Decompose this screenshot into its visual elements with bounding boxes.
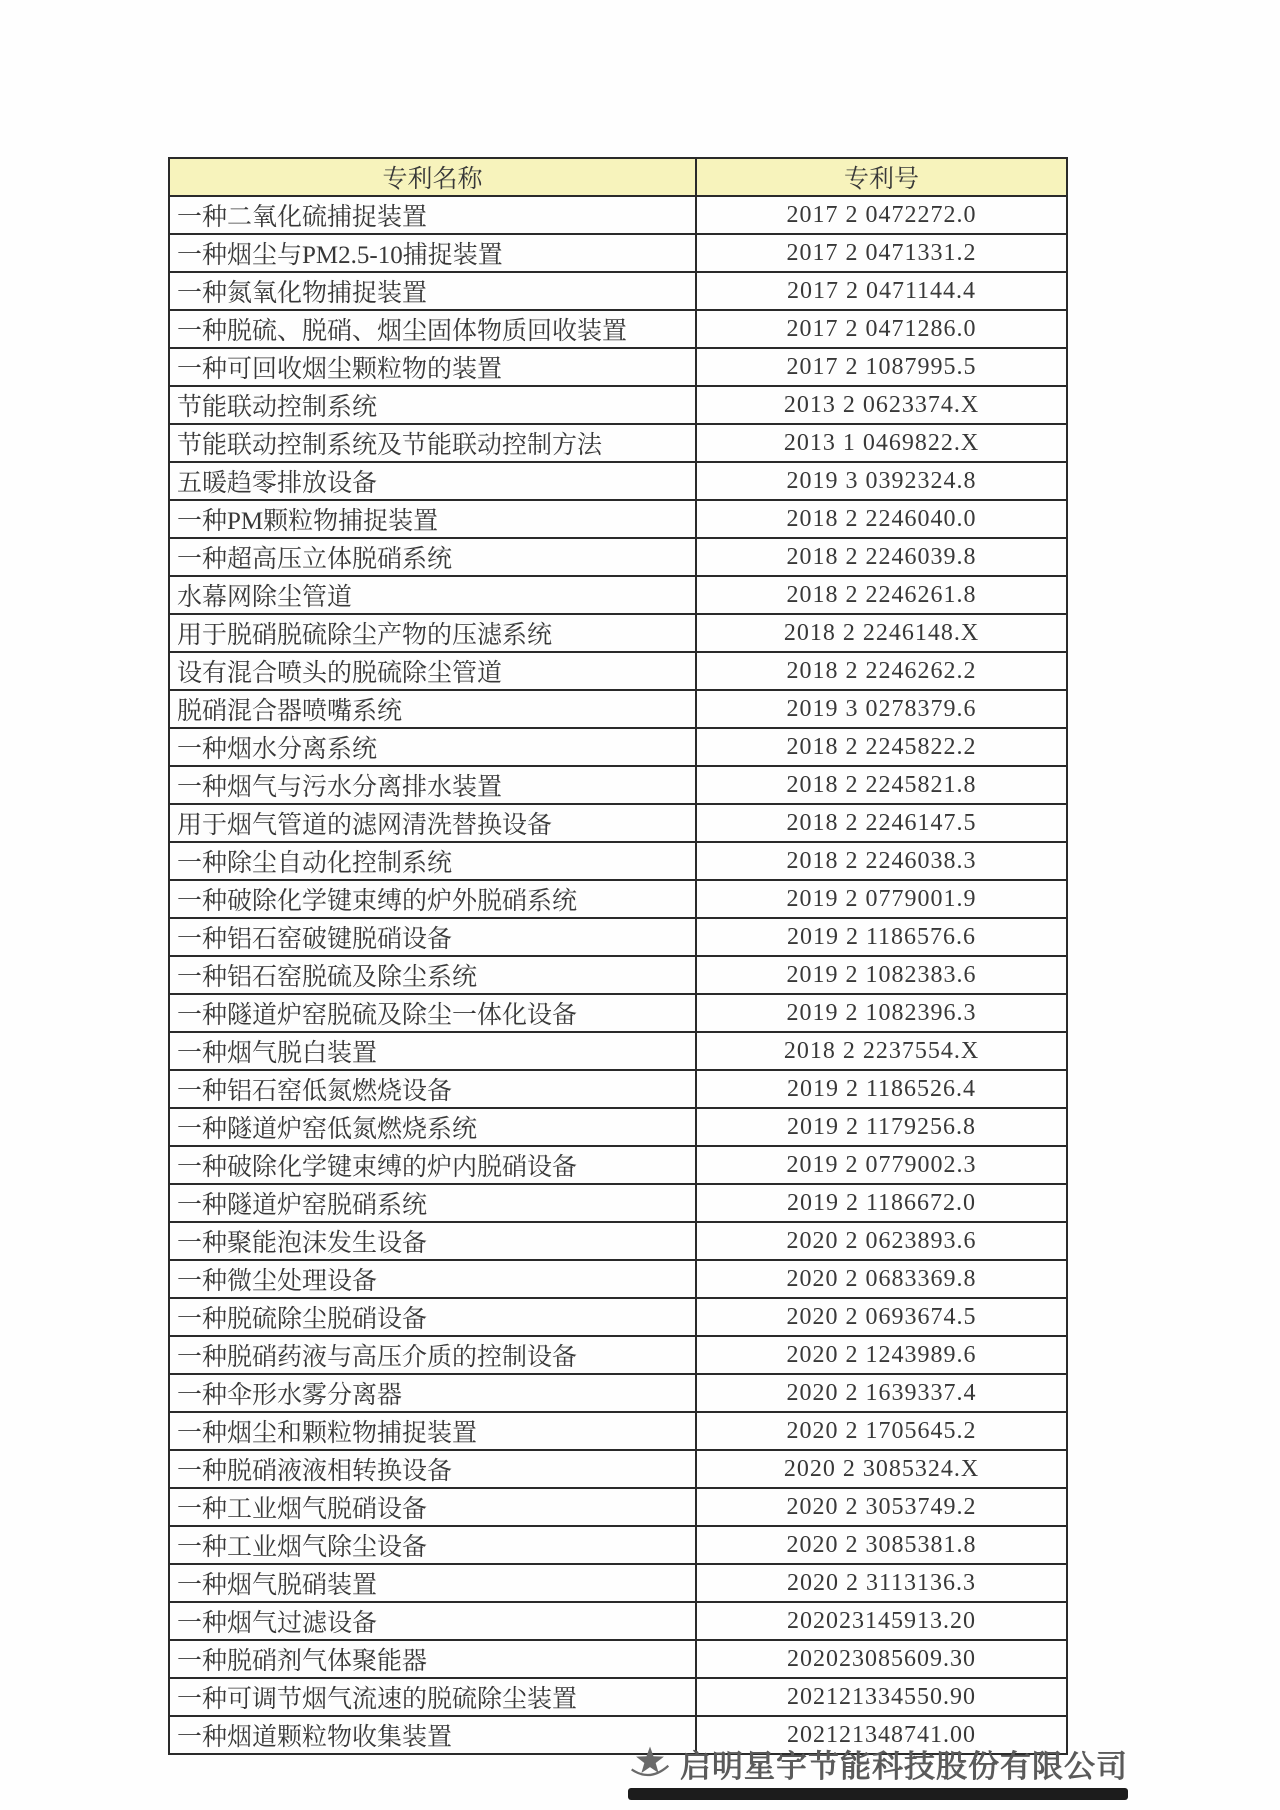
header-patent-name: 专利名称	[169, 158, 696, 196]
table-row	[169, 1184, 1067, 1222]
table-row	[169, 614, 1067, 652]
patent-name-cell: 一种烟水分离系统	[169, 728, 696, 766]
table-row	[169, 1032, 1067, 1070]
patent-number-cell: 2017 2 0471331.2	[696, 234, 1067, 272]
patent-name-cell: 脱硝混合器喷嘴系统	[169, 690, 696, 728]
patent-number-cell: 2019 3 0278379.6	[696, 690, 1067, 728]
table-row	[169, 348, 1067, 386]
patent-number-cell: 202121348741.00	[696, 1716, 1067, 1754]
footer	[628, 1740, 1128, 1786]
patent-name-cell: 一种微尘处理设备	[169, 1260, 696, 1298]
patent-number-cell: 2017 2 0471144.4	[696, 272, 1067, 310]
patent-name-cell: 一种工业烟气除尘设备	[169, 1526, 696, 1564]
patent-number-cell: 2020 2 3085324.X	[696, 1450, 1067, 1488]
table-header-row	[169, 158, 1067, 196]
table-row	[169, 538, 1067, 576]
patent-number-cell: 202121334550.90	[696, 1678, 1067, 1716]
patent-number-cell: 2017 2 0472272.0	[696, 196, 1067, 234]
patent-number-cell: 2020 2 0623893.6	[696, 1222, 1067, 1260]
table-row	[169, 576, 1067, 614]
table-row	[169, 500, 1067, 538]
table-row	[169, 1640, 1067, 1678]
patent-name-cell: 五暖趋零排放设备	[169, 462, 696, 500]
patent-name-cell: 水幕网除尘管道	[169, 576, 696, 614]
company-logo-star-icon	[628, 1741, 672, 1785]
patent-number-cell: 2018 2 2246262.2	[696, 652, 1067, 690]
table-row	[169, 1298, 1067, 1336]
table-row	[169, 1412, 1067, 1450]
patent-name-cell: 设有混合喷头的脱硫除尘管道	[169, 652, 696, 690]
patent-name-cell: 一种烟气脱硝装置	[169, 1564, 696, 1602]
patent-name-cell: 一种烟气过滤设备	[169, 1602, 696, 1640]
patent-number-cell: 2019 2 1179256.8	[696, 1108, 1067, 1146]
patent-name-cell: 一种烟尘与PM2.5-10捕捉装置	[169, 234, 696, 272]
patent-name-cell: 一种氮氧化物捕捉装置	[169, 272, 696, 310]
table-row	[169, 1108, 1067, 1146]
table-row	[169, 1602, 1067, 1640]
patent-name-cell: 一种超高压立体脱硝系统	[169, 538, 696, 576]
patent-number-cell: 2018 2 2246147.5	[696, 804, 1067, 842]
patent-number-cell: 2018 2 2245821.8	[696, 766, 1067, 804]
table-row	[169, 1564, 1067, 1602]
patent-number-cell: 2018 2 2246148.X	[696, 614, 1067, 652]
company-name: 启明星宇节能科技股份有限公司	[680, 1748, 1128, 1784]
table-row	[169, 690, 1067, 728]
patent-name-cell: 用于脱硝脱硫除尘产物的压滤系统	[169, 614, 696, 652]
patent-name-cell: 一种铝石窑脱硫及除尘系统	[169, 956, 696, 994]
patent-name-cell: 一种聚能泡沫发生设备	[169, 1222, 696, 1260]
patent-name-cell: 一种脱硝剂气体聚能器	[169, 1640, 696, 1678]
patent-number-cell: 2018 2 2246039.8	[696, 538, 1067, 576]
table-row	[169, 462, 1067, 500]
patent-name-cell: 一种破除化学键束缚的炉外脱硝系统	[169, 880, 696, 918]
patent-number-cell: 2020 2 1243989.6	[696, 1336, 1067, 1374]
patent-number-cell: 202023085609.30	[696, 1640, 1067, 1678]
patent-name-cell: 一种除尘自动化控制系统	[169, 842, 696, 880]
patent-number-cell: 2018 2 2245822.2	[696, 728, 1067, 766]
table-row	[169, 1488, 1067, 1526]
patent-name-cell: 一种PM颗粒物捕捉装置	[169, 500, 696, 538]
table-row	[169, 880, 1067, 918]
table-row	[169, 1146, 1067, 1184]
patent-number-cell: 2019 2 1186576.6	[696, 918, 1067, 956]
patent-name-cell: 一种脱硝药液与高压介质的控制设备	[169, 1336, 696, 1374]
patent-number-cell: 2019 2 1186672.0	[696, 1184, 1067, 1222]
patent-name-cell: 一种脱硝液液相转换设备	[169, 1450, 696, 1488]
patent-number-cell: 2019 3 0392324.8	[696, 462, 1067, 500]
table-row	[169, 196, 1067, 234]
patent-name-cell: 一种铝石窑低氮燃烧设备	[169, 1070, 696, 1108]
footer-divider-bar	[628, 1788, 1128, 1800]
patent-number-cell: 2017 2 0471286.0	[696, 310, 1067, 348]
patent-name-cell: 用于烟气管道的滤网清洗替换设备	[169, 804, 696, 842]
patent-number-cell: 2013 2 0623374.X	[696, 386, 1067, 424]
header-patent-number: 专利号	[696, 158, 1067, 196]
patent-number-cell: 2019 2 1186526.4	[696, 1070, 1067, 1108]
patent-name-cell: 一种破除化学键束缚的炉内脱硝设备	[169, 1146, 696, 1184]
table-row	[169, 1222, 1067, 1260]
table-row	[169, 424, 1067, 462]
patent-name-cell: 一种可调节烟气流速的脱硫除尘装置	[169, 1678, 696, 1716]
patent-number-cell: 2019 2 0779001.9	[696, 880, 1067, 918]
patent-name-cell: 一种烟道颗粒物收集装置	[169, 1716, 696, 1754]
patent-number-cell: 2020 2 0693674.5	[696, 1298, 1067, 1336]
patent-name-cell: 一种铝石窑破键脱硝设备	[169, 918, 696, 956]
patent-name-cell: 一种二氧化硫捕捉装置	[169, 196, 696, 234]
table-row	[169, 804, 1067, 842]
table-row	[169, 956, 1067, 994]
patent-name-cell: 一种脱硫、脱硝、烟尘固体物质回收装置	[169, 310, 696, 348]
patent-number-cell: 202023145913.20	[696, 1602, 1067, 1640]
table-row	[169, 652, 1067, 690]
patent-table-grid	[168, 157, 1068, 1755]
table-row	[169, 1450, 1067, 1488]
patent-name-cell: 一种可回收烟尘颗粒物的装置	[169, 348, 696, 386]
table-row	[169, 1678, 1067, 1716]
patent-number-cell: 2019 2 0779002.3	[696, 1146, 1067, 1184]
patent-name-cell: 一种烟气脱白装置	[169, 1032, 696, 1070]
patent-number-cell: 2020 2 1705645.2	[696, 1412, 1067, 1450]
table-row	[169, 918, 1067, 956]
patent-number-cell: 2020 2 3053749.2	[696, 1488, 1067, 1526]
table-row	[169, 728, 1067, 766]
patent-name-cell: 一种隧道炉窑脱硫及除尘一体化设备	[169, 994, 696, 1032]
patent-number-cell: 2018 2 2246261.8	[696, 576, 1067, 614]
table-row	[169, 386, 1067, 424]
patent-name-cell: 节能联动控制系统及节能联动控制方法	[169, 424, 696, 462]
patent-name-cell: 一种脱硫除尘脱硝设备	[169, 1298, 696, 1336]
patent-number-cell: 2018 2 2246040.0	[696, 500, 1067, 538]
patent-name-cell: 一种工业烟气脱硝设备	[169, 1488, 696, 1526]
table-row	[169, 994, 1067, 1032]
patent-number-cell: 2020 2 3113136.3	[696, 1564, 1067, 1602]
patent-name-cell: 一种烟气与污水分离排水装置	[169, 766, 696, 804]
patent-number-cell: 2018 2 2246038.3	[696, 842, 1067, 880]
patent-number-cell: 2020 2 3085381.8	[696, 1526, 1067, 1564]
patent-name-cell: 节能联动控制系统	[169, 386, 696, 424]
patent-name-cell: 一种隧道炉窑低氮燃烧系统	[169, 1108, 696, 1146]
table-row	[169, 1374, 1067, 1412]
patent-number-cell: 2020 2 1639337.4	[696, 1374, 1067, 1412]
patent-number-cell: 2018 2 2237554.X	[696, 1032, 1067, 1070]
table-row	[169, 1336, 1067, 1374]
table-row	[169, 234, 1067, 272]
patent-number-cell: 2020 2 0683369.8	[696, 1260, 1067, 1298]
table-row	[169, 1526, 1067, 1564]
table-row	[169, 272, 1067, 310]
patent-name-cell: 一种烟尘和颗粒物捕捉装置	[169, 1412, 696, 1450]
patent-number-cell: 2017 2 1087995.5	[696, 348, 1067, 386]
patent-table	[168, 157, 1068, 1755]
patent-number-cell: 2013 1 0469822.X	[696, 424, 1067, 462]
patent-name-cell: 一种伞形水雾分离器	[169, 1374, 696, 1412]
table-row	[169, 1070, 1067, 1108]
table-row	[169, 1260, 1067, 1298]
patent-name-cell: 一种隧道炉窑脱硝系统	[169, 1184, 696, 1222]
patent-number-cell: 2019 2 1082383.6	[696, 956, 1067, 994]
table-row	[169, 310, 1067, 348]
patent-number-cell: 2019 2 1082396.3	[696, 994, 1067, 1032]
table-row	[169, 766, 1067, 804]
table-row	[169, 842, 1067, 880]
